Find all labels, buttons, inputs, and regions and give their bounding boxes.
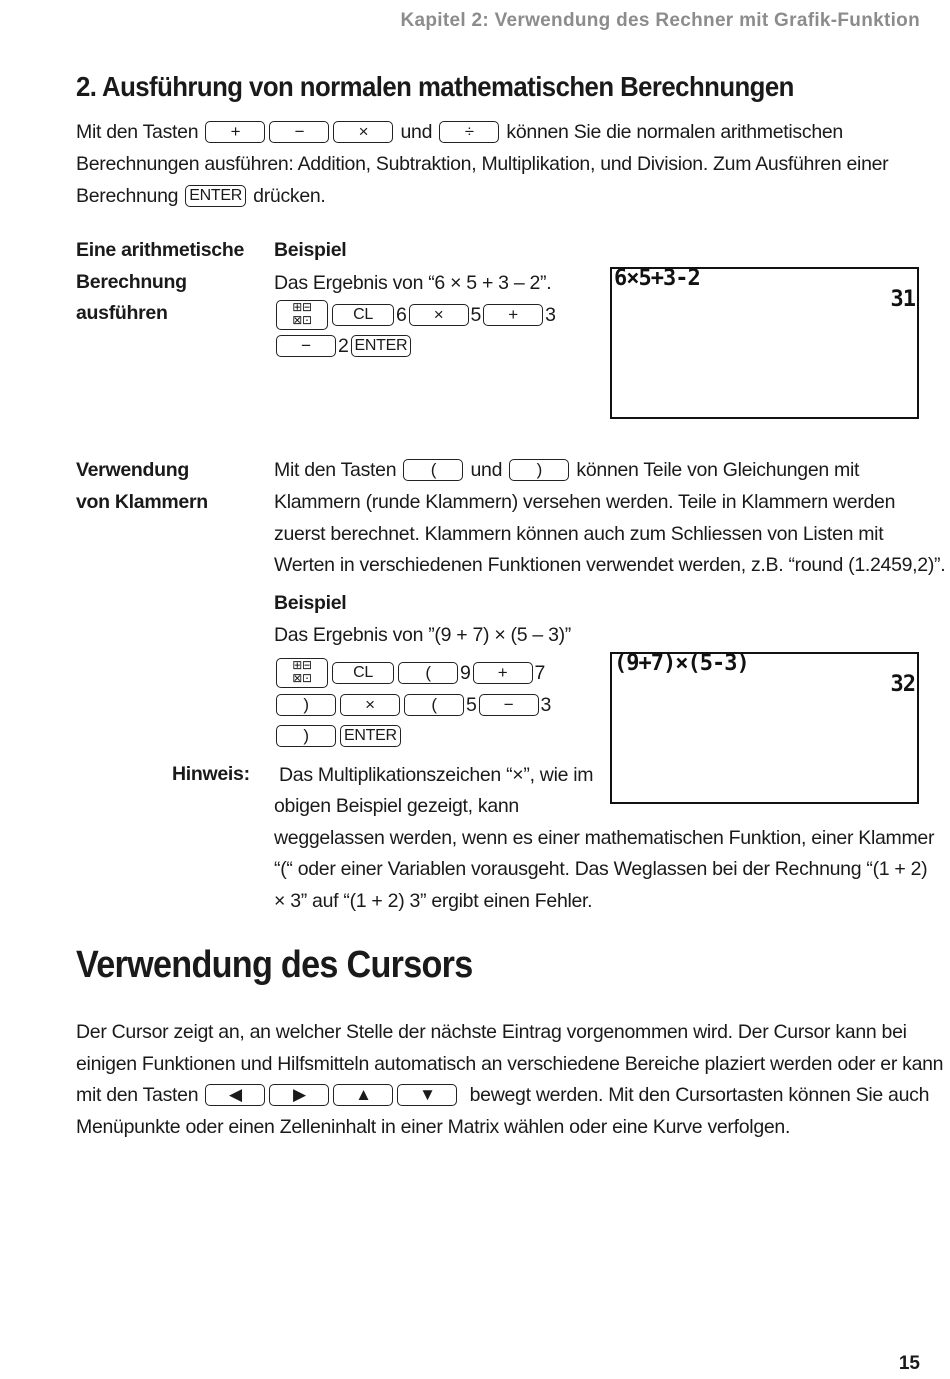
open-paren-key: (	[404, 694, 464, 716]
minus-key: −	[479, 694, 539, 716]
cursor-line-3: mit den Tasten ◀ ▶ ▲ ▼ bewegt werden. Mit den Cursortasten können Sie auch	[76, 1084, 930, 1106]
brackets-label-1: Verwendung	[76, 459, 189, 481]
arith-label-2: Berechnung	[76, 271, 187, 293]
close-paren-key: )	[509, 459, 569, 481]
left-arrow-key: ◀	[205, 1084, 265, 1106]
note-line-1: Das Multiplikationszeichen “×”, wie im	[279, 764, 594, 786]
example-text: Das Ergebnis von “6 × 5 + 3 – 2”.	[274, 272, 552, 294]
enter-key: ENTER	[185, 185, 246, 207]
cursor-line-4: Menüpunkte oder einen Zelleninhalt in einer Matrix wählen oder eine Kurve verfolgen.	[76, 1116, 791, 1138]
open-paren-key: (	[403, 459, 463, 481]
note-line-2: obigen Beispiel gezeigt, kann	[274, 795, 519, 817]
cursor-line-1: Der Cursor zeigt an, an welcher Stelle der nächste Eintrag vorgenommen wird. Der Cursor kann bei	[76, 1021, 907, 1043]
multiply-key: ×	[340, 694, 400, 716]
cursor-line-2: einigen Funktionen und Hilfsmitteln automatisch an verschiedene Bereiche plaziert werden oder er kann	[76, 1053, 944, 1075]
up-arrow-key: ▲	[333, 1084, 393, 1106]
note-line-4: “(“ oder einer Variablen vorausgeht. Das Weglassen bei der Rechnung “(1 + 2)	[274, 858, 928, 880]
section-title: 2. Ausführung von normalen mathematischen Berechnungen	[76, 71, 794, 102]
enter-key: ENTER	[340, 725, 401, 747]
open-paren-key: (	[398, 662, 458, 684]
intro-line-3: Berechnung ENTER drücken.	[76, 185, 326, 207]
intro-line-1: Mit den Tasten + − × und ÷ können Sie die normalen arithmetischen	[76, 121, 843, 143]
example-label: Beispiel	[274, 239, 347, 261]
page-number: 15	[898, 1353, 920, 1374]
arith-keys-row-1: ⊞⊟ ⊠⊡ CL 6 × 5 + 3	[274, 300, 556, 330]
enter-key: ENTER	[351, 335, 412, 357]
note-line-3: weggelassen werden, wenn es einer mathematischen Funktion, einer Klammer	[274, 827, 935, 849]
note-line-5: × 3” auf “(1 + 2) 3” ergibt einen Fehler.	[274, 890, 593, 912]
cl-key: CL	[332, 304, 394, 326]
close-paren-key: )	[276, 725, 336, 747]
plus-key: +	[473, 662, 533, 684]
brackets-keys-row-3	[274, 725, 403, 747]
arith-label-1: Eine arithmetische	[76, 239, 244, 261]
screen-expression: 6×5+3-2	[614, 266, 700, 291]
menu-key: ⊞⊟ ⊠⊡	[276, 658, 328, 688]
cl-key: CL	[332, 662, 394, 684]
intro-line-2: Berechnungen ausführen: Addition, Subtraktion, Multiplikation, und Division. Zum Ausführen einer	[76, 153, 889, 175]
calculator-screen-1	[610, 267, 919, 419]
down-arrow-key: ▼	[397, 1084, 457, 1106]
minus-key: −	[276, 335, 336, 357]
cursor-section-title: Verwendung des Cursors	[76, 944, 473, 986]
arith-keys-row-2: − 2 ENTER	[274, 334, 413, 358]
brackets-line-1: Mit den Tasten ( und ) können Teile von Gleichungen mit	[274, 459, 860, 481]
multiply-key: ×	[409, 304, 469, 326]
menu-key: ⊞⊟ ⊠⊡	[276, 300, 328, 330]
brackets-keys-row-2: ) × ( 5 − 3	[274, 693, 551, 717]
note-label: Hinweis:	[172, 763, 250, 785]
close-paren-key: )	[276, 694, 336, 716]
screen-expression: (9+7)×(5-3)	[614, 651, 749, 676]
brackets-line-3: zuerst berechnet. Klammern können auch zum Schliessen von Listen mit	[274, 523, 884, 545]
screen-result: 31	[890, 287, 915, 312]
example-label: Beispiel	[274, 592, 347, 614]
example-text: Das Ergebnis von ”(9 + 7) × (5 – 3)”	[274, 624, 572, 646]
calculator-screen-2	[610, 652, 919, 804]
brackets-line-4: Werten in verschiedenen Funktionen verwendet werden, z.B. “round (1.2459,2)”.	[274, 554, 946, 576]
brackets-label-2: von Klammern	[76, 491, 208, 513]
minus-key: −	[269, 121, 329, 143]
screen-result: 32	[890, 672, 915, 697]
plus-key: +	[205, 121, 265, 143]
brackets-line-2: Klammern (runde Klammern) versehen werden. Teile in Klammern werden	[274, 491, 896, 513]
arith-label-3: ausführen	[76, 302, 168, 324]
right-arrow-key: ▶	[269, 1084, 329, 1106]
plus-key: +	[483, 304, 543, 326]
brackets-keys-row-1: ⊞⊟ ⊠⊡ CL ( 9 + 7	[274, 658, 545, 688]
chapter-header: Kapitel 2: Verwendung des Rechner mit Grafik-Funktion	[400, 10, 920, 31]
multiply-key: ×	[333, 121, 393, 143]
divide-key: ÷	[439, 121, 499, 143]
